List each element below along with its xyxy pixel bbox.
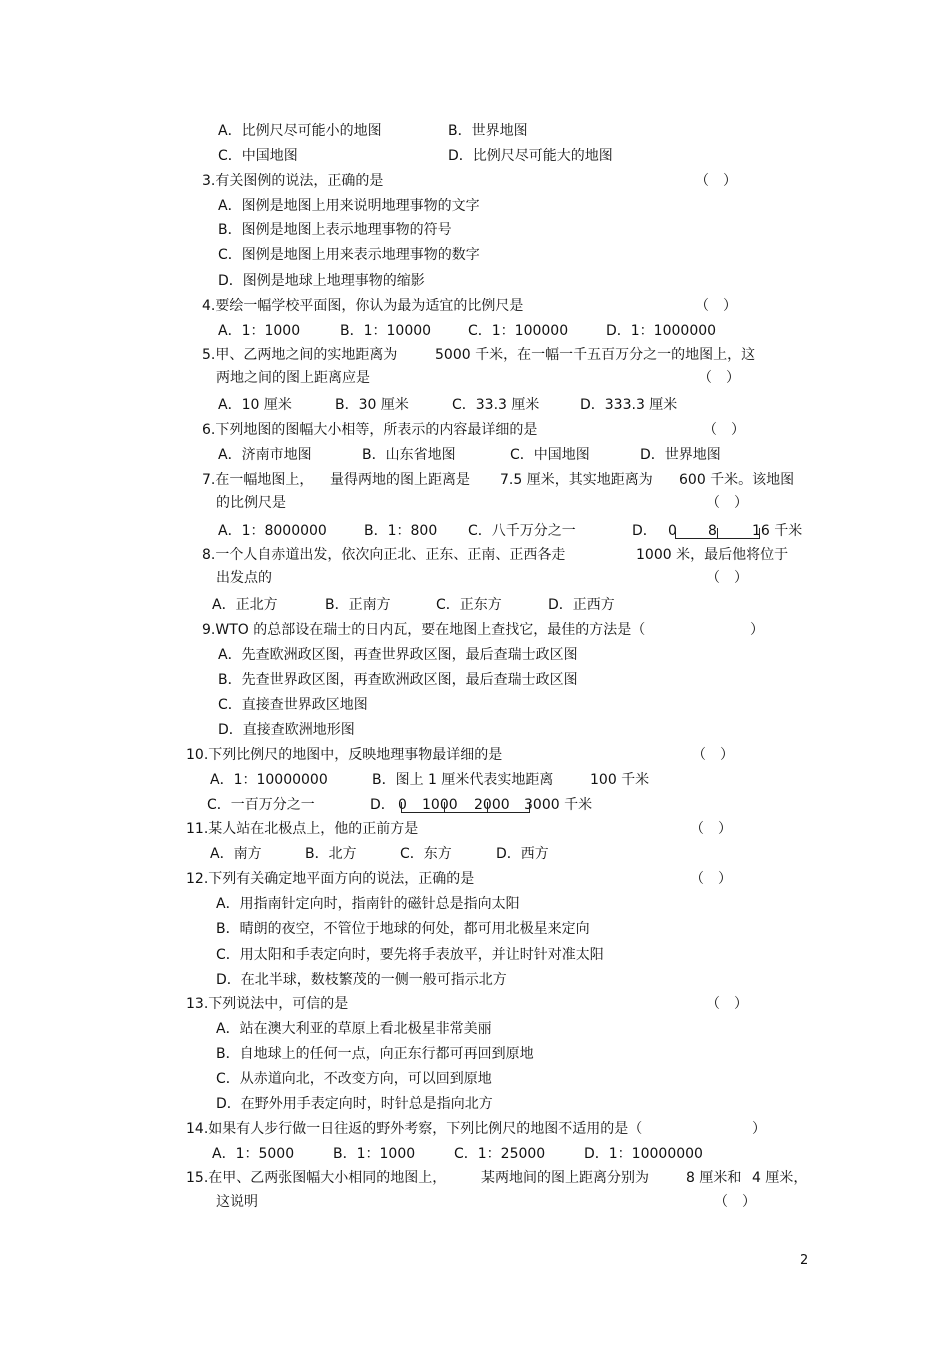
q7-stem-line2: 的比例尺是 (216, 495, 286, 511)
q10-option-b: B．图上 1 厘米代表实地距离 (372, 772, 554, 788)
q7-scale-tick (717, 528, 718, 539)
q14-option-a: A．1：5000 (212, 1146, 295, 1162)
q13-option-a: A．站在澳大利亚的草原上看北极星非常美丽 (216, 1021, 492, 1037)
q10-scale-label-1000: 1000 (422, 797, 458, 813)
q8-stem-part2: 1000 米，最后他将位于 (636, 547, 789, 563)
q10-scale-label-2000: 2000 (474, 797, 510, 813)
q10-option-a: A．1：10000000 (210, 772, 328, 788)
q12-option-a: A．用指南针定向时，指南针的磁针总是指向太阳 (216, 896, 520, 912)
q7-scale-label-0: 0 (668, 523, 677, 539)
q6-option-b: B．山东省地图 (362, 447, 456, 463)
q12-option-d: D．在北半球，数枝繁茂的一侧一般可指示北方 (216, 972, 507, 988)
q7-stem-part4: 600 千米。该地图 (679, 472, 795, 488)
q7-option-c: C．八千万分之一 (468, 523, 576, 539)
q15-stem-part3: 8 厘米和 (686, 1170, 742, 1186)
q3-stem: 3.有关图例的说法，正确的是 (202, 173, 384, 189)
q12-option-b: B．晴朗的夜空，不管位于地球的何处，都可用北极星来定向 (216, 921, 590, 937)
q7-stem-part2: 量得两地的图上距离是 (330, 472, 470, 488)
q11-answer-paren: （ ） (690, 821, 732, 837)
q4-answer-paren: （ ） (695, 298, 737, 314)
q5-stem-line1-cont: 5000 千米，在一幅一千五百万分之一的地图上，这 (435, 347, 756, 363)
q11-option-a: A．南方 (210, 846, 262, 862)
q12-answer-paren: （ ） (690, 871, 732, 887)
q7-stem-part3: 7.5 厘米，其实地距离为 (500, 472, 653, 488)
q8-stem-line2: 出发点的 (216, 570, 272, 586)
q4-option-c: C．1：100000 (468, 323, 569, 339)
q5-option-b: B．30 厘米 (335, 397, 409, 413)
q10-answer-paren: （ ） (692, 747, 734, 763)
q6-stem: 6.下列地图的图幅大小相等，所表示的内容最详细的是 (202, 422, 538, 438)
q14-option-c: C．1：25000 (454, 1146, 546, 1162)
q5-option-c: C．33.3 厘米 (452, 397, 540, 413)
q9-stem: 9.WTO 的总部设在瑞士的日内瓦，要在地图上查找它，最佳的方法是（ (202, 622, 646, 638)
q5-stem-line1: 5.甲、乙两地之间的实地距离为 (202, 347, 398, 363)
q8-option-d: D．正西方 (548, 597, 615, 613)
q13-option-d: D．在野外用手表定向时，时针总是指向北方 (216, 1096, 493, 1112)
q10-scale-tick (401, 802, 402, 813)
q9-option-a: A．先查欧洲政区图，再查世界政区图，最后查瑞士政区图 (218, 647, 578, 663)
q4-option-a: A．1：1000 (218, 323, 301, 339)
q10-scale-label-3000: 3000 千米 (524, 797, 593, 813)
q14-answer-paren-close: ） (752, 1121, 766, 1137)
q11-option-c: C．东方 (400, 846, 452, 862)
q13-answer-paren: （ ） (706, 996, 748, 1012)
q6-option-c: C．中国地图 (510, 447, 590, 463)
q14-stem: 14.如果有人步行做一日往返的野外考察，下列比例尺的地图不适用的是（ (186, 1121, 643, 1137)
q7-scale-label-8: 8 (708, 523, 717, 539)
q15-stem-part4: 4 厘米， (752, 1170, 808, 1186)
q8-option-a: A．正北方 (212, 597, 278, 613)
q7-scale-tick (759, 528, 760, 539)
q13-option-b: B．自地球上的任何一点，向正东行都可再回到原地 (216, 1046, 534, 1062)
q15-stem-part2: 某两地间的图上距离分别为 (481, 1170, 649, 1186)
q5-option-d: D．333.3 厘米 (580, 397, 678, 413)
q7-scale-bar (675, 528, 760, 539)
q10-scale-label-0: 0 (398, 797, 407, 813)
q7-option-b: B．1：800 (364, 523, 438, 539)
q9-option-d: D．直接查欧洲地形图 (218, 722, 355, 738)
q5-stem-line2: 两地之间的图上距离应是 (216, 370, 370, 386)
q4-option-d: D．1：1000000 (606, 323, 717, 339)
q3-answer-paren: （ ） (695, 173, 737, 189)
q3-option-b: B．图例是地图上表示地理事物的符号 (218, 222, 452, 238)
q7-option-d: D． (632, 523, 657, 539)
q3-option-c: C．图例是地图上用来表示地理事物的数字 (218, 247, 480, 263)
q7-stem-part1: 7.在一幅地图上， (202, 472, 314, 488)
q2-option-b: B．世界地图 (448, 123, 528, 139)
q7-answer-paren: （ ） (706, 495, 748, 511)
q14-option-b: B．1：1000 (333, 1146, 416, 1162)
q2-option-a: A．比例尺尽可能小的地图 (218, 123, 382, 139)
q8-answer-paren: （ ） (706, 570, 748, 586)
q9-answer-paren-close: ） (750, 622, 764, 638)
q6-option-a: A．济南市地图 (218, 447, 312, 463)
q11-stem: 11.某人站在北极点上，他的正前方是 (186, 821, 419, 837)
q3-option-a: A．图例是地图上用来说明地理事物的文字 (218, 198, 480, 214)
page-number: 2 (800, 1253, 809, 1268)
q4-option-b: B．1：10000 (340, 323, 432, 339)
q8-stem-part1: 8.一个人自赤道出发，依次向正北、正东、正南、正西各走 (202, 547, 566, 563)
q10-scale-tick (444, 802, 445, 813)
q13-option-c: C．从赤道向北，不改变方向，可以回到原地 (216, 1071, 492, 1087)
q6-answer-paren: （ ） (703, 422, 745, 438)
q10-scale-tick (529, 802, 530, 813)
q12-stem: 12.下列有关确定地平面方向的说法，正确的是 (186, 871, 475, 887)
q7-scale-tick (675, 528, 676, 539)
q14-option-d: D．1：10000000 (584, 1146, 703, 1162)
q3-option-d: D．图例是地球上地理事物的缩影 (218, 273, 425, 289)
q12-option-c: C．用太阳和手表定向时，要先将手表放平，并让时针对准太阳 (216, 947, 604, 963)
q10-option-d: D． (370, 797, 395, 813)
q6-option-d: D．世界地图 (640, 447, 721, 463)
q8-option-c: C．正东方 (436, 597, 502, 613)
q2-option-d: D．比例尺尽可能大的地图 (448, 148, 613, 164)
q2-option-c: C．中国地图 (218, 148, 298, 164)
q8-option-b: B．正南方 (325, 597, 391, 613)
q7-scale-label-16: 16 千米 (752, 523, 803, 539)
q7-option-a: A．1：8000000 (218, 523, 327, 539)
q10-scale-bar (401, 802, 530, 813)
q9-option-c: C．直接查世界政区地图 (218, 697, 368, 713)
q5-option-a: A．10 厘米 (218, 397, 292, 413)
q11-option-d: D．西方 (496, 846, 549, 862)
q13-stem: 13.下列说法中，可信的是 (186, 996, 349, 1012)
q15-stem-line2: 这说明 (216, 1194, 258, 1210)
q4-stem: 4.要绘一幅学校平面图，你认为最为适宜的比例尺是 (202, 298, 524, 314)
q10-scale-tick (487, 802, 488, 813)
q5-answer-paren: （ ） (698, 370, 740, 386)
q9-option-b: B．先查世界政区图，再查欧洲政区图，最后查瑞士政区图 (218, 672, 578, 688)
q10-stem: 10.下列比例尺的地图中，反映地理事物最详细的是 (186, 747, 503, 763)
q10-option-c: C．一百万分之一 (207, 797, 315, 813)
q15-answer-paren: （ ） (714, 1194, 756, 1210)
q15-stem-part1: 15.在甲、乙两张图幅大小相同的地图上， (186, 1170, 447, 1186)
q11-option-b: B．北方 (305, 846, 357, 862)
q10-option-b-cont: 100 千米 (590, 772, 650, 788)
